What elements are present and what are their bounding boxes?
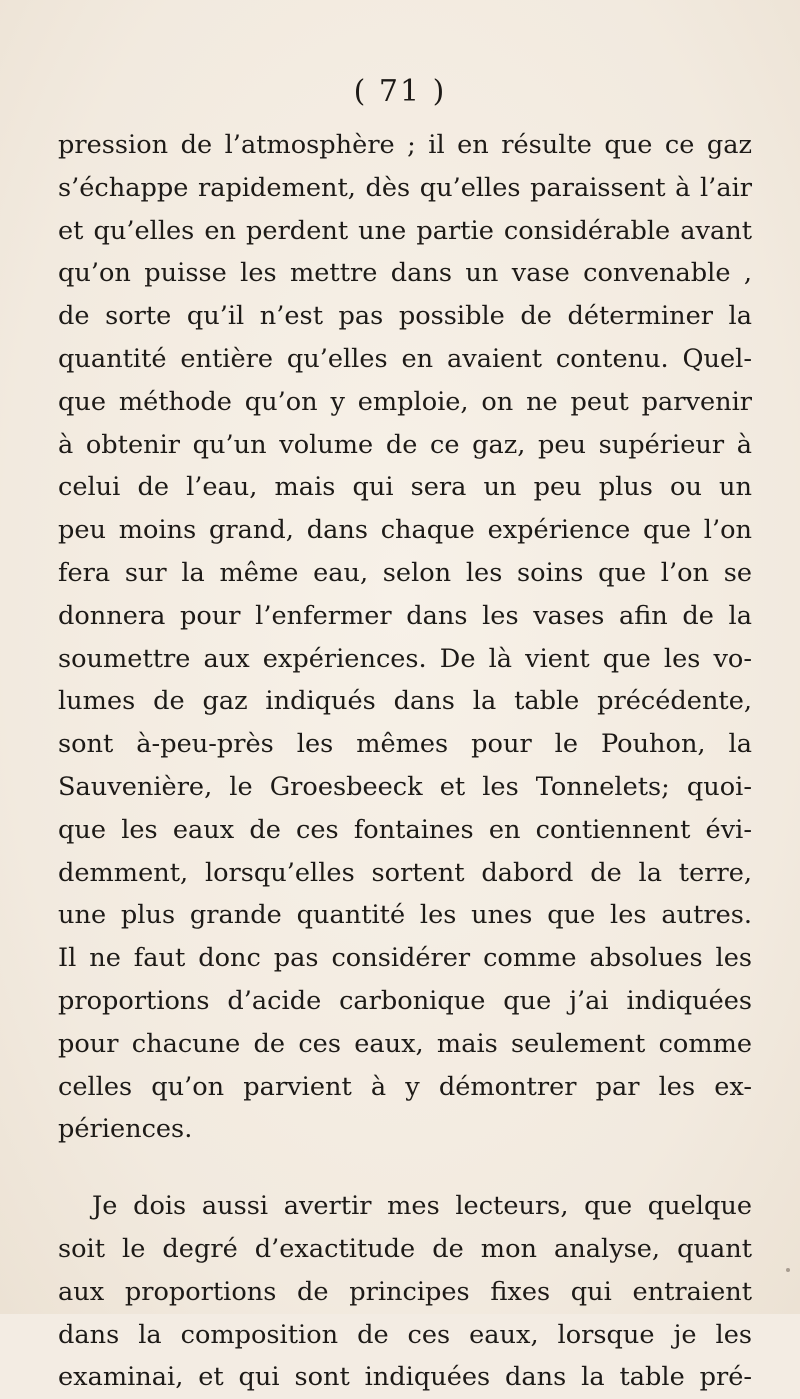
text-line: que méthode qu’on y emploie, on ne peut parvenir [58,386,752,417]
text-line: Je dois aussi avertir mes lecteurs, que quelque [92,1191,752,1222]
paragraph-1 [58,124,752,1151]
text-line: aux proportions de principes fixes qui entraient [58,1276,752,1307]
text-line: soit le degré d’exactitude de mon analyse, quant [58,1233,752,1264]
text-line: que les eaux de ces fontaines en contiennent évi- [58,814,752,845]
paragraph-2 [58,1185,752,1399]
page-number: ( 71 ) [353,74,447,109]
text-line: de sorte qu’il n’est pas possible de déterminer la [58,301,752,332]
text-line: périences. [58,1114,193,1145]
text-line: une plus grande quantité les unes que les autres. [58,900,752,931]
paragraph-gap [58,1151,752,1185]
text-line: quantité entière qu’elles en avaient contenu. Quel- [58,343,752,374]
text-line: lumes de gaz indiqués dans la table précédente, [58,686,752,717]
body-text [58,124,752,1399]
text-line: demment, lorsqu’elles sortent dabord de la terre, [58,857,752,888]
text-line: celui de l’eau, mais qui sera un peu plus ou un [58,472,752,503]
text-line: celles qu’on parvient à y démontrer par les ex- [58,1071,752,1102]
text-line: pression de l’atmosphère ; il en résulte que ce gaz [58,130,752,160]
text-line: Sauvenière, le Groesbeeck et les Tonnelets; quoi- [58,771,752,802]
text-line: sont à-peu-près les mêmes pour le Pouhon, la [58,729,752,760]
text-line: Il ne faut donc pas considérer comme absolues les [58,943,752,974]
text-line: dans la composition de ces eaux, lorsque je les [58,1319,752,1350]
text-line: peu moins grand, dans chaque expérience que l’on [58,515,752,546]
text-line: soumettre aux expériences. De là vient que les vo- [58,643,752,674]
text-line: à obtenir qu’un volume de ce gaz, peu supérieur à [58,429,752,460]
text-line: examinai, et qui sont indiquées dans la table pré- [58,1362,752,1393]
ink-speck [786,1268,790,1272]
text-line: et qu’elles en perdent une partie considérable avant [58,215,752,246]
text-line: fera sur la même eau, selon les soins que l’on se [58,557,752,588]
text-line: donnera pour l’enfermer dans les vases afin de la [58,600,752,631]
text-line: qu’on puisse les mettre dans un vase convenable , [58,258,752,289]
text-line: s’échappe rapidement, dès qu’elles paraissent à l’air [58,172,752,203]
text-line: pour chacune de ces eaux, mais seulement comme [58,1028,752,1059]
text-line: proportions d’acide carbonique que j’ai indiquées [58,985,752,1016]
